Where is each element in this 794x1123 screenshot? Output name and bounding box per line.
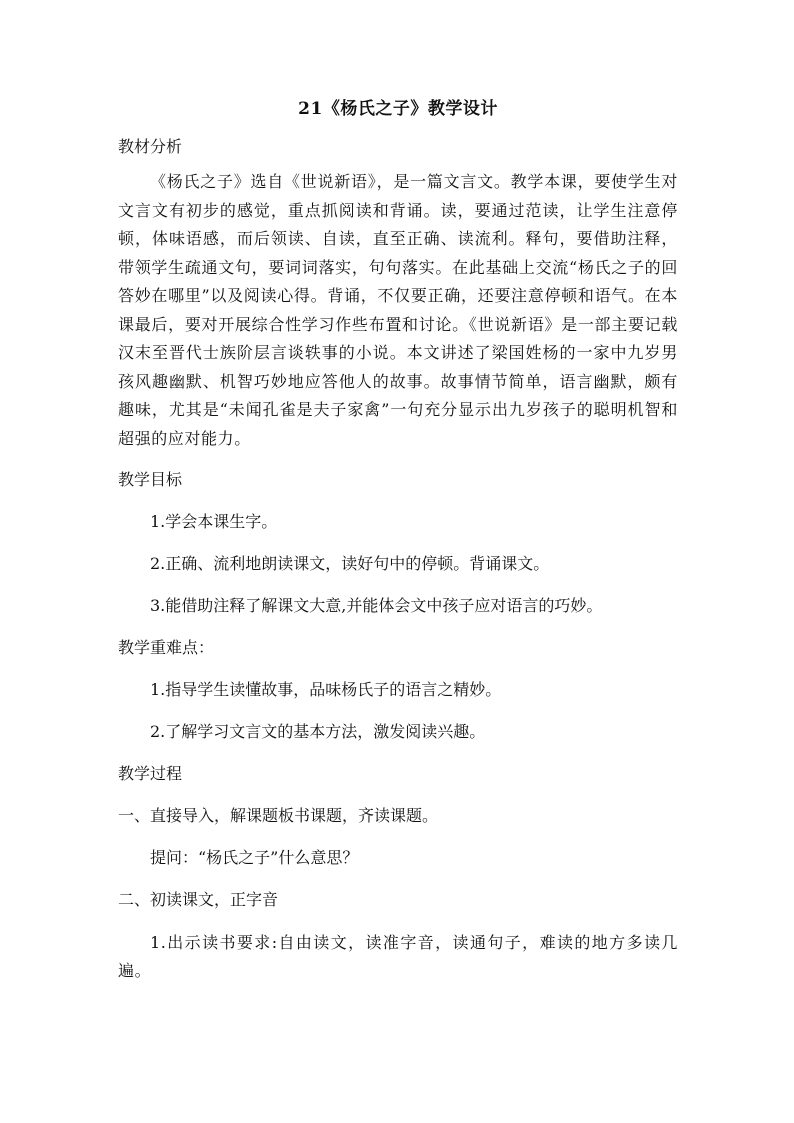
section-heading-key-points: 教学重难点： bbox=[118, 638, 215, 657]
process-step-2: 二、初读课文，正字音 bbox=[118, 890, 279, 909]
key-point-1: 1.指导学生读懂故事，品味杨氏子的语言之精妙。 bbox=[150, 680, 502, 699]
process-step-1-question: 提问：“杨氏之子”什么意思？ bbox=[150, 848, 359, 867]
goal-item-3: 3.能借助注释了解课文大意,并能体会文中孩子应对语言的巧妙。 bbox=[150, 596, 603, 615]
process-step-1: 一、直接导入，解课题板书课题，齐读课题。 bbox=[118, 806, 439, 825]
analysis-paragraph: 《杨氏之子》选自《世说新语》，是一篇文言文。教学本课，要使学生对文言文有初步的感觉，重点抓阅读和背诵。读，要通过范读，让学生注意停顿，体味语感，而后领读、自读，直至正确、读流利。释句，要借助注释，带领学生疏通文句，要词词落实，句句落实。在此基础上交流“杨氏之子的回答妙在哪里”以及阅读心得。背诵，不仅要正确，还要注意停顿和语气。在本课最后，要对开展综合性学习作些布置和讨论。《世说新语》是一部主要记载汉末至晋代士族阶层言谈轶事的小说。本文讲述了梁国姓杨的一家中九岁男孩风趣幽默、机智巧妙地应答他人的故事。故事情节简单，语言幽默，颇有趣味，尤其是“未闻孔雀是夫子家禽”一句充分显示出九岁孩子的聪明机智和超强的应对能力。 bbox=[118, 172, 678, 448]
section-heading-goals: 教学目标 bbox=[118, 470, 183, 489]
section-heading-analysis: 教材分析 bbox=[118, 137, 183, 156]
page-title: 21《杨氏之子》教学设计 bbox=[298, 99, 498, 119]
goal-item-1: 1.学会本课生字。 bbox=[150, 512, 278, 531]
document-page bbox=[118, 96, 678, 985]
process-step-2-item-1: 1.出示读书要求:自由读文，读准字音，读通句子，难读的地方多读几遍。 bbox=[118, 933, 678, 980]
key-point-2: 2.了解学习文言文的基本方法，激发阅读兴趣。 bbox=[150, 722, 486, 741]
section-heading-process: 教学过程 bbox=[118, 764, 183, 783]
goal-item-2: 2.正确、流利地朗读课文，读好句中的停顿。背诵课文。 bbox=[150, 554, 550, 573]
